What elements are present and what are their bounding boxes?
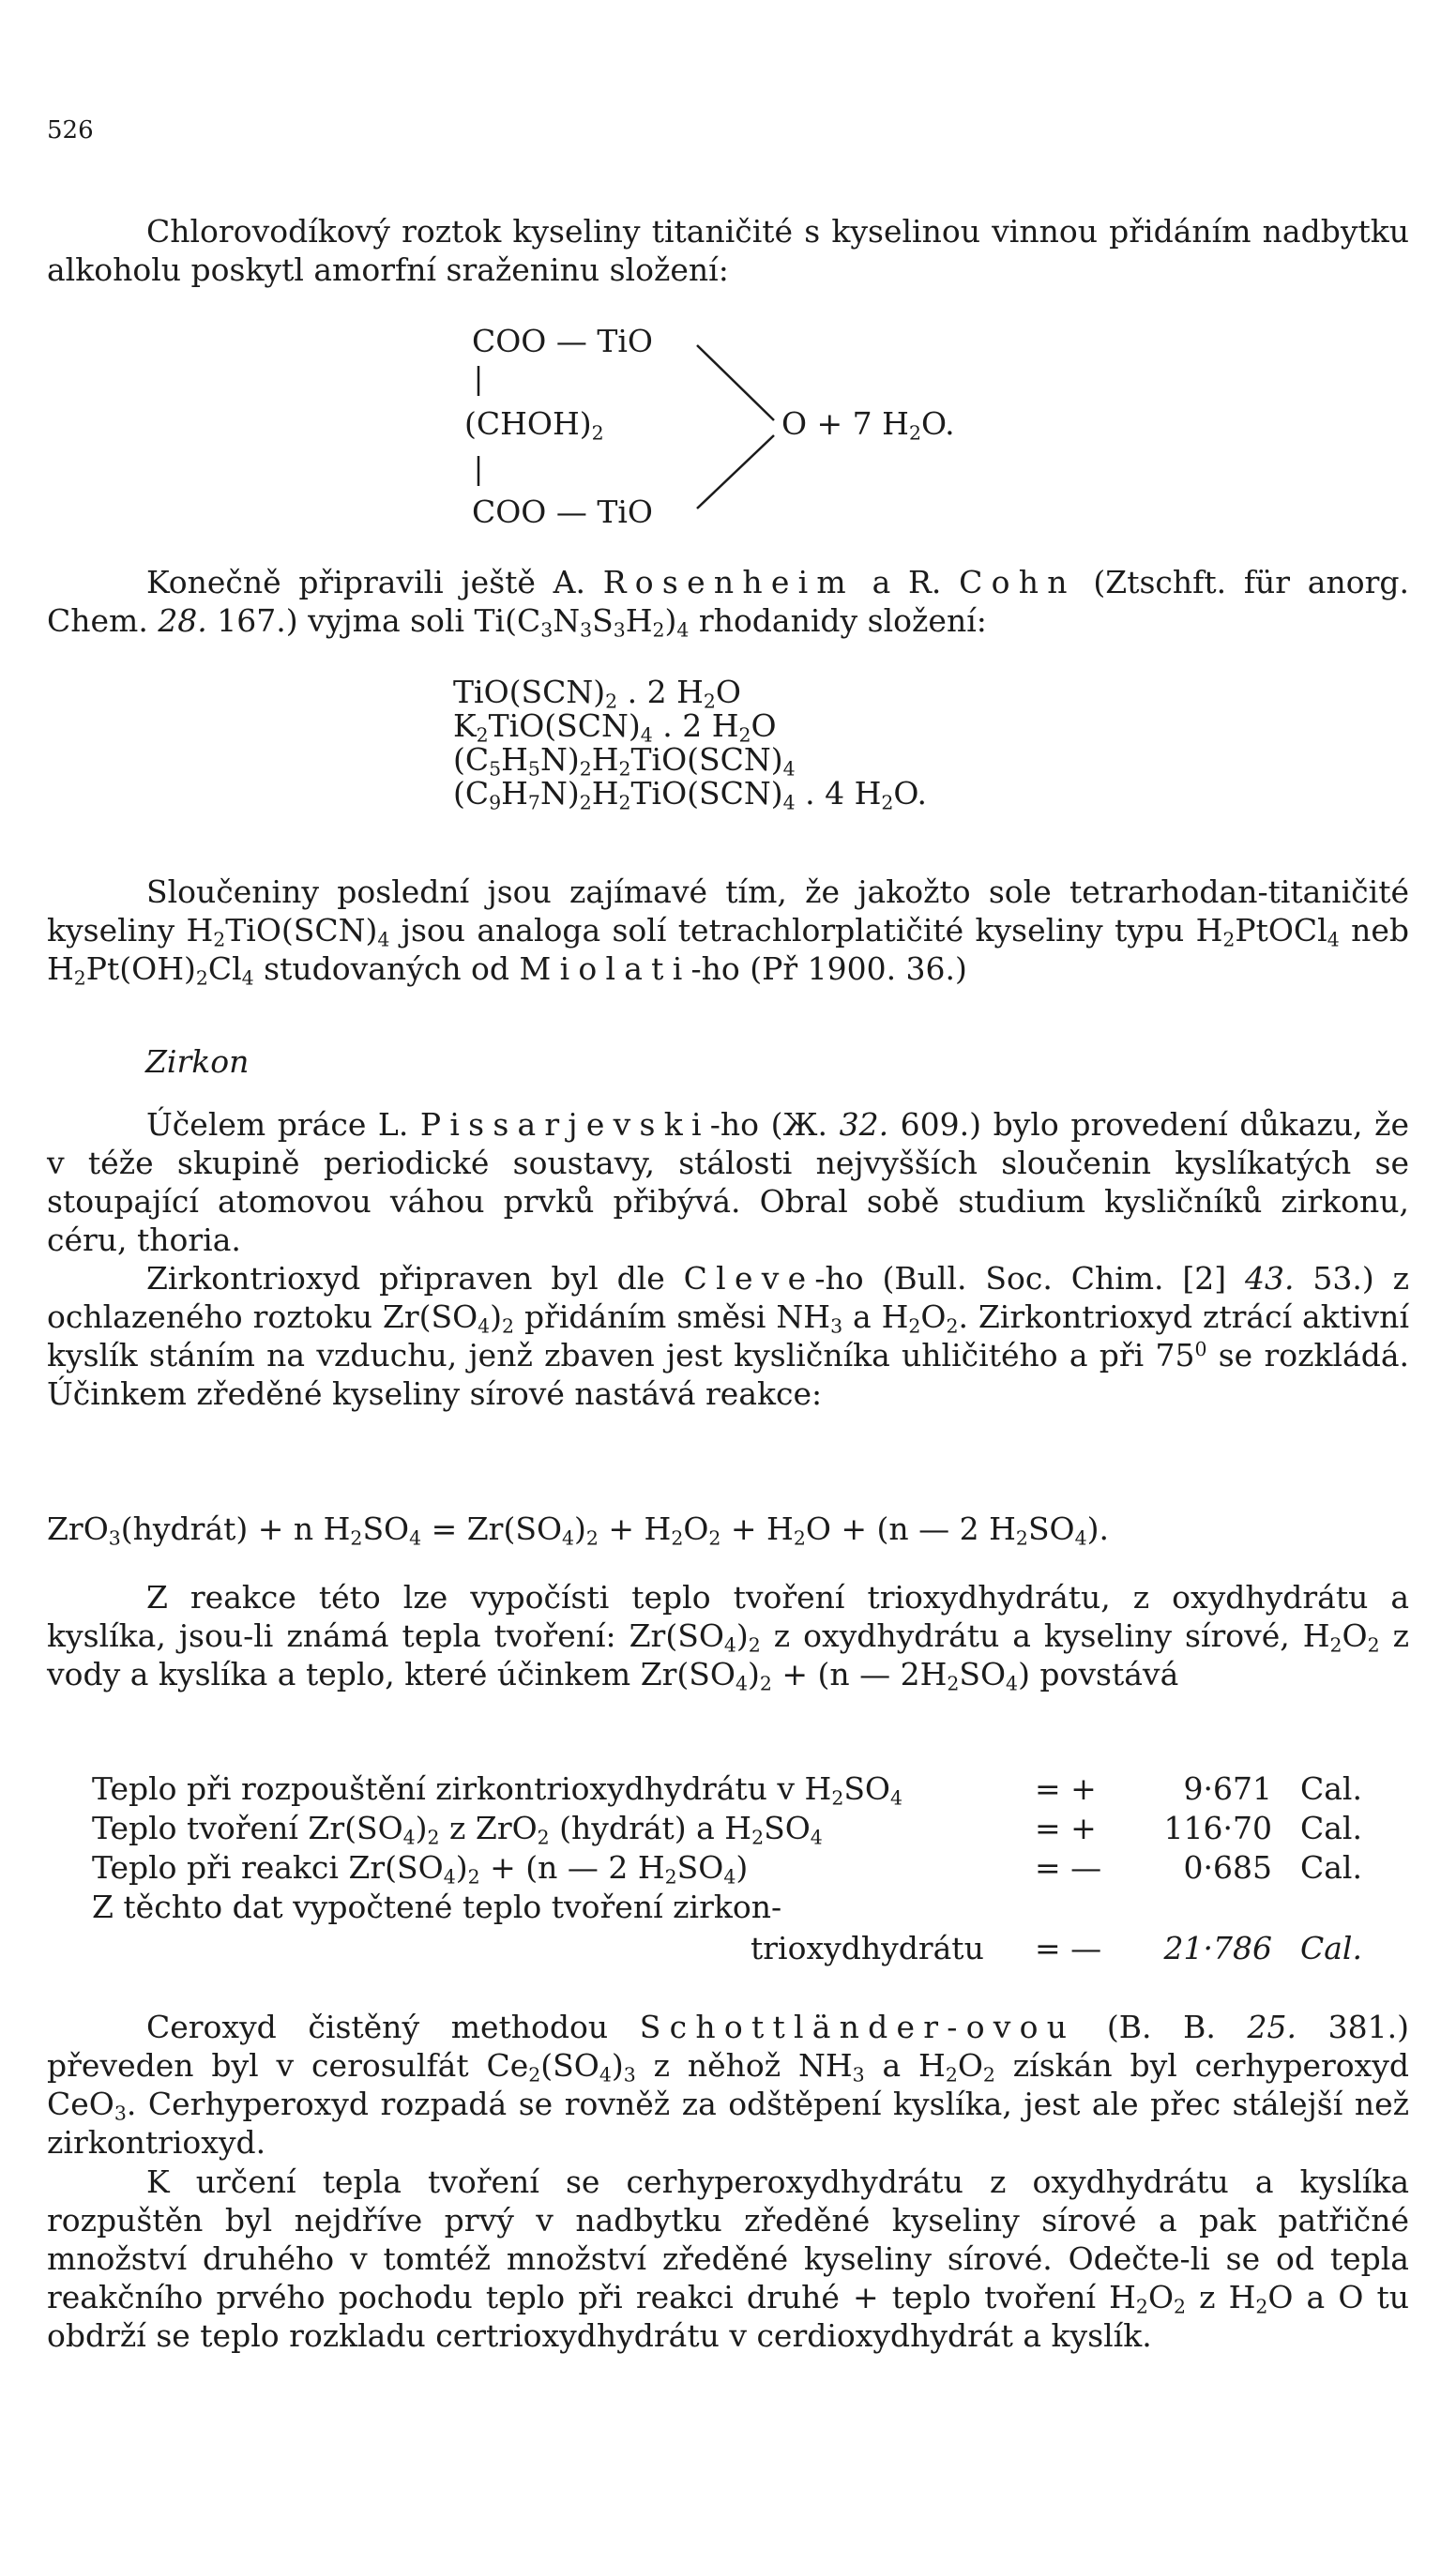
heat-row-unit: Cal. bbox=[1300, 1810, 1362, 1846]
reaction-equation: ZrO$_3$(hydrát) + n $H_2SO_4 = Zr(SO_4)_2 + H_2O_2 + H_2O + (n$ — 2 $H_2SO_4$). bbox=[47, 1510, 1109, 1550]
heat-row-sign: = + bbox=[1035, 1770, 1097, 1807]
author-name: Pissarjevski bbox=[419, 1106, 710, 1143]
heat-row-sign: = — bbox=[1035, 1849, 1102, 1886]
paragraph-analog: Sloučeniny poslední jsou zajímavé tím, že jakožto sole tetrarhodan-titaničité kyseliny $H_2TiO(SCN)_4$ jsou analoga solí tetrachlorplatičité kyseliny typu $H_2PtOCl_4$ neb $H_2Pt(OH)_2Cl_4$ studovaných od Miolati-ho (Př 1900. 36.) bbox=[47, 873, 1409, 990]
heat-row-unit: Cal. bbox=[1300, 1849, 1362, 1886]
salt-formula: $TiO(SCN)_2$ . 2 $H_2O$ bbox=[453, 674, 741, 713]
rhodanide-formulas bbox=[453, 674, 927, 814]
heat-row-unit: Cal. bbox=[1300, 1770, 1362, 1807]
author-name: Cleve bbox=[683, 1260, 815, 1297]
bond-diag-lower bbox=[697, 435, 774, 508]
heat-row-label: Teplo při rozpouštění zirkontrioxydhydrátu v $H_2SO_4$ bbox=[92, 1770, 903, 1810]
paragraph-zirkontrioxyd: Zirkontrioxyd připraven byl dle Cleve-ho (Bull. Soc. Chim. [2] 43. 53.) z ochlazeného roztoku $Zr(SO_4)_2$ přidáním směsi $NH_3$ a $H_2O_2$. Zirkontrioxyd ztrácí aktivní kyslík stáním na vzduchu, jenž zbaven jest kysličníka uhličitého a při $75^0$ se rozkládá. Účinkem zředěné kyseliny sírové nastává reakce: bbox=[47, 1260, 1409, 1412]
paragraph-rosenheim: Konečně připravili ještě A. Rosenheim a R. Cohn (Ztschft. für anorg. Chem. 28. 167.) vyjma soli $Ti(C_3N_3S_3H_2)_4$ rhodanidy složení: bbox=[47, 564, 1409, 642]
heat-row-value: 116·70 bbox=[1163, 1810, 1272, 1846]
salt-formula: $K_2TiO(SCN)_4$ . 2 $H_2O$ bbox=[453, 707, 777, 747]
intro-text: Chlorovodíkový roztok kyseliny titaničité s kyselinou vinnou přidáním nadbytku alkoholu poskytl amorfní sraženinu složení: bbox=[47, 213, 1409, 288]
page-number: 526 bbox=[47, 116, 94, 144]
formula-tail: O + 7 $H_2O$. bbox=[781, 405, 955, 445]
heat-row-value: 9·671 bbox=[1183, 1770, 1272, 1807]
heat-row-value: 21·786 bbox=[1163, 1930, 1272, 1966]
paragraph-intro bbox=[47, 212, 1409, 289]
bond-diag-upper bbox=[697, 345, 774, 420]
salt-formula: $(C_5H_5N)_2H_2TiO(SCN)_4$ bbox=[453, 741, 796, 781]
heat-row-label: Teplo při reakci $Zr(SO_4)_2 + (n$ — 2 $H_2SO_4$) bbox=[92, 1849, 749, 1889]
heat-row-label: trioxydhydrátu bbox=[751, 1930, 984, 1966]
formula-bottom: COO — TiO bbox=[472, 493, 653, 530]
heat-row-sign: = — bbox=[1035, 1930, 1102, 1966]
author-name: Miolati bbox=[519, 950, 691, 987]
author-name: Schottländer-ovou bbox=[639, 2009, 1076, 2045]
heat-row-label: Teplo tvoření $Zr(SO_4)_2$ z ZrO$_2$ (hydrát) a $H_2SO_4$ bbox=[92, 1810, 823, 1849]
formula-middle: $(CHOH)_2$ bbox=[464, 405, 604, 445]
section-heading: Zirkon bbox=[145, 1043, 250, 1080]
paragraph-ceroxyd: Ceroxyd čistěný methodou Schottländer-ovou (B. B. 25. 381.) převeden byl v cerosulfát $Ce_2(SO_4)_3$ z něhož $NH_3$ a $H_2O_2$ získán byl cerhyperoxyd CeO$_3$. Cerhyperoxyd rozpadá se rovněž za odštěpení kyslíka, jest ale přec stálejší než zirkontrioxyd. bbox=[47, 2009, 1409, 2161]
formula-bonds bbox=[464, 319, 1027, 535]
paragraph-ucelem: Účelem práce L. Pissarjevski-ho (Ж. 32. 609.) bylo provedení důkazu, že v téže skupině periodické soustavy, stálosti nejvyšších sloučenin kyslíkatých se stoupající atomovou váhou prvků přibývá. Obral sobě studium kysličníků zirkonu, céru, thoria. bbox=[47, 1106, 1409, 1258]
paragraph-reakce: Z reakce této lze vypočísti teplo tvoření trioxydhydrátu, z oxydhydrátu a kyslíka, jsou-li známá tepla tvoření: $Zr(SO_4)_2$ z oxydhydrátu a kyseliny sírové, $H_2O_2$ z vody a kyslíka a teplo, které účinkem $Zr(SO_4)_2 + (n$ — $2H_2SO_4$) povstává bbox=[47, 1579, 1409, 1695]
author-name: Cohn bbox=[959, 564, 1076, 600]
heat-row-value: 0·685 bbox=[1183, 1849, 1272, 1886]
heat-row-sign: = + bbox=[1035, 1810, 1097, 1846]
structural-formula bbox=[464, 319, 1027, 535]
salt-formula: $(C_9H_7N)_2H_2TiO(SCN)_4$ . 4 $H_2O$. bbox=[453, 775, 927, 814]
paragraph-urceni: K určení tepla tvoření se cerhyperoxydhydrátu z oxydhydrátu a kyslíka rozpuštěn byl nejdříve prvý v nadbytku zředěné kyseliny sírové a pak patřičné množství druhého v tomtéž množství zředěné kyseliny sírové. Odečte-li se od tepla reakčního prvého pochodu teplo při reakci druhé + teplo tvoření $H_2O_2$ z $H_2O$ a O tu obdrží se teplo rozkladu certrioxydhydrátu v cerdioxydhydrát a kyslík. bbox=[47, 2163, 1409, 2354]
heat-row-unit: Cal. bbox=[1300, 1930, 1362, 1966]
formula-top: COO — TiO bbox=[472, 323, 653, 359]
author-name: Rosenheim bbox=[602, 564, 855, 600]
heat-row-label: Z těchto dat vypočtené teplo tvoření zirkon- bbox=[92, 1889, 782, 1925]
